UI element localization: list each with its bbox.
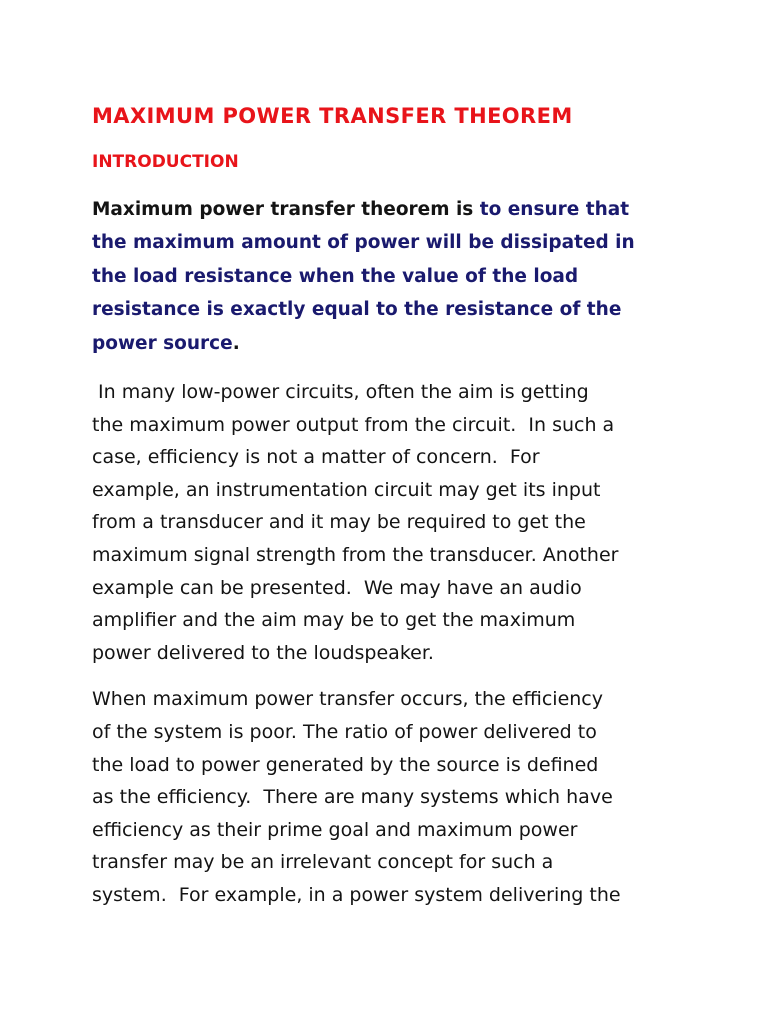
intro-paragraph (92, 193, 682, 360)
intro-highlight-text: resistance is exactly equal to the resistance of the (92, 299, 622, 321)
body-line: as the efficiency. There are many systems which have (92, 786, 613, 809)
body-line: of the system is poor. The ratio of power delivered to (92, 720, 597, 743)
document-page (92, 96, 682, 926)
intro-highlight-text: the load resistance when the value of the load (92, 265, 579, 287)
body-line: maximum signal strength from the transducer. Another (92, 544, 619, 566)
body-paragraph (92, 376, 682, 669)
body-line: power delivered to the loudspeaker. (92, 641, 434, 664)
body-line: In many low-power circuits, often the aim is getting (92, 381, 589, 404)
body-line: example, an instrumentation circuit may get its input (92, 478, 601, 501)
intro-text: Maximum power transfer theorem is (92, 199, 480, 220)
intro-highlight-text: the maximum amount of power will be dissipated in (92, 232, 635, 254)
document-title: MAXIMUM POWER TRANSFER THEOREM (92, 104, 573, 128)
intro-line (92, 293, 682, 326)
body-line: the maximum power output from the circuit. In such a (92, 413, 615, 436)
body-line: case, efficiency is not a matter of concern. For (92, 446, 540, 469)
body-line: amplifier and the aim may be to get the maximum (92, 609, 576, 632)
intro-line (92, 260, 682, 293)
intro-line (92, 327, 682, 360)
body-line: system. For example, in a power system delivering the (92, 883, 621, 906)
intro-highlight-text: to ensure that (479, 199, 630, 220)
body-line: from a transducer and it may be required to get the (92, 511, 586, 534)
body-line: efficiency as their prime goal and maximum power (92, 818, 578, 841)
body-line: transfer may be an irrelevant concept for such a (92, 851, 554, 874)
body-line: When maximum power transfer occurs, the efficiency (92, 688, 603, 711)
intro-line (92, 226, 682, 259)
intro-highlight-text: power source (92, 332, 233, 354)
body-paragraphs (92, 376, 682, 912)
intro-text: . (232, 332, 240, 354)
section-heading-introduction: INTRODUCTION (92, 152, 239, 172)
intro-line (92, 193, 682, 226)
body-line: the load to power generated by the source is defined (92, 753, 599, 776)
body-line: example can be presented. We may have an audio (92, 576, 582, 599)
body-paragraph (92, 683, 682, 911)
